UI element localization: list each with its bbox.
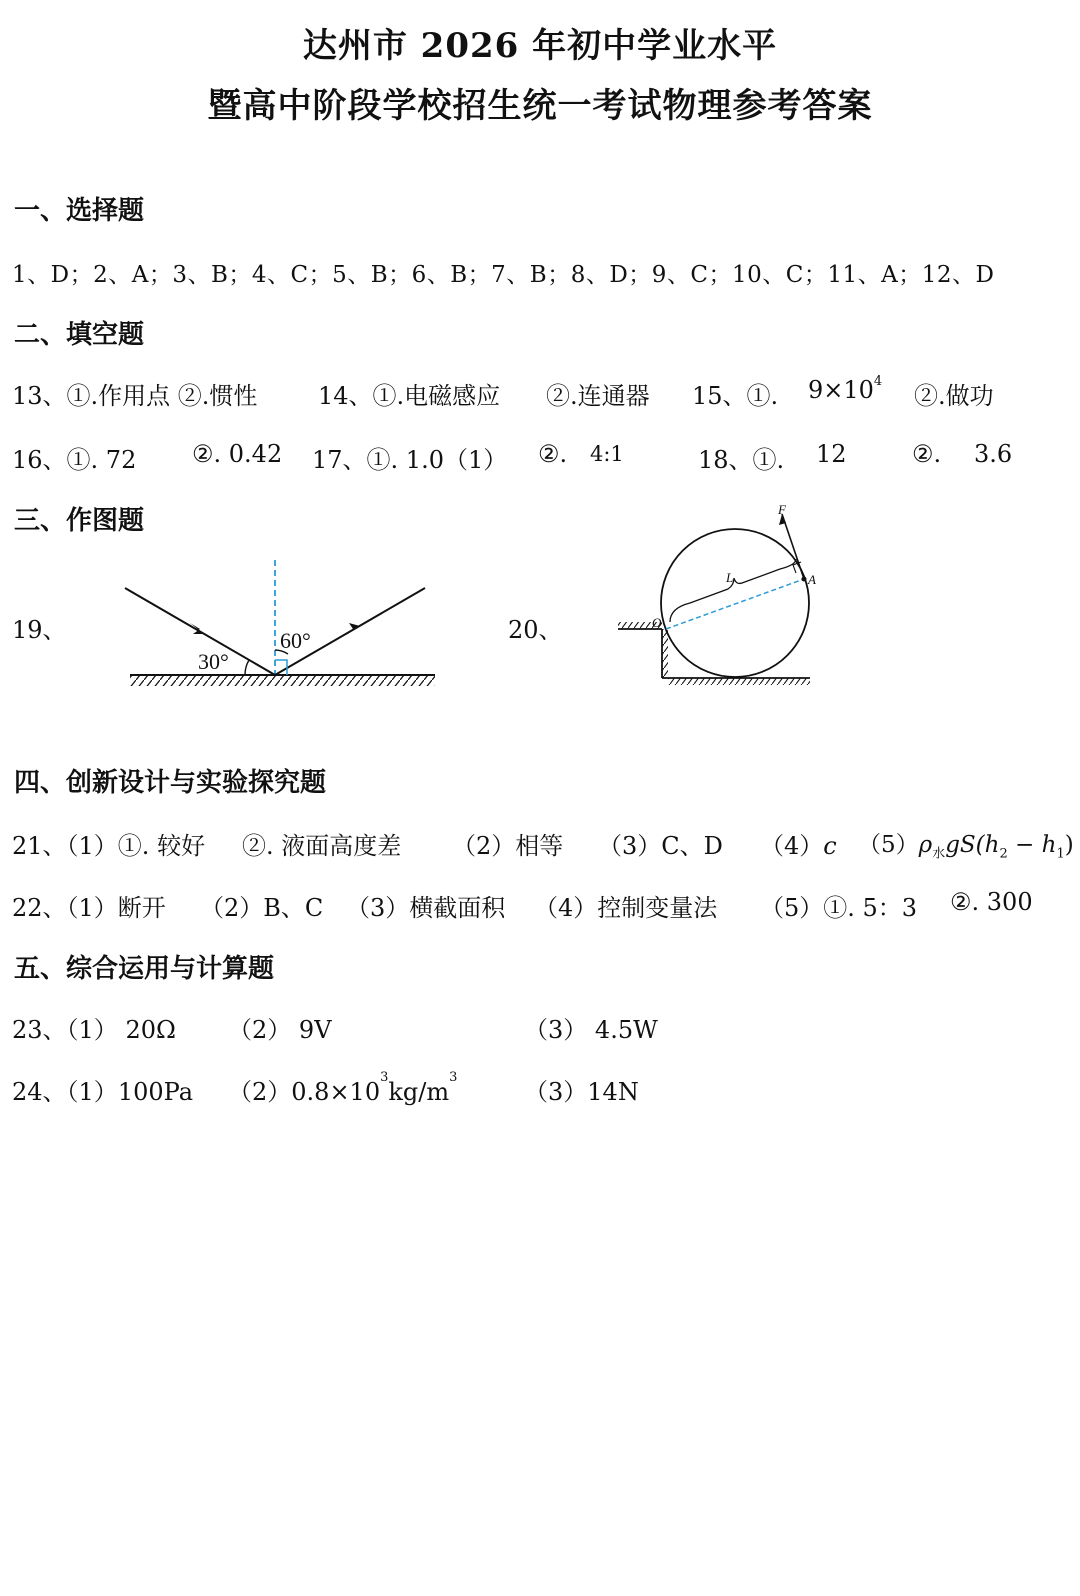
answer-q15b: ②.做功 [914, 382, 994, 410]
label-q20: 20、 [508, 616, 563, 644]
reflection-diagram [120, 550, 450, 690]
answer-q15-value: $9\times 10^4$ [808, 374, 883, 404]
answer-q18b: ②. [912, 440, 942, 468]
section-heading-fill: 二、填空题 [14, 320, 145, 350]
answer-q23-part2: （2） 9V [228, 1016, 332, 1044]
force-arrow [782, 514, 804, 579]
section-heading-drawing: 三、作图题 [14, 506, 145, 536]
answer-q23-part3: （3） 4.5W [524, 1016, 658, 1044]
answer-q16b: ②. 0.42 [192, 440, 283, 468]
page-title-line1: 达州市 2026 年初中学业水平 [302, 26, 778, 66]
answer-q18b-value: 3.6 [974, 440, 1013, 468]
step-wall-hatching [662, 629, 668, 678]
ground-hatching [668, 678, 810, 685]
answer-q21-part3: （2）相等 [452, 832, 564, 860]
answer-q18-value: 12 [816, 440, 847, 468]
label-l: L [726, 570, 734, 585]
label-a: A [808, 572, 816, 587]
answer-q21-part5: （4）c [760, 832, 837, 860]
choice-answers: 1、D；2、A；3、B；4、C；5、B；6、B；7、B；8、D；9、C；10、C；11、A；12、D [12, 262, 995, 288]
answer-q21-part1: 21、（1）①. 较好 [12, 832, 206, 860]
label-o: O [652, 615, 662, 630]
angle-label-30: 30° [198, 649, 229, 674]
reflected-arrow-icon [346, 623, 360, 635]
answer-q21-part6-formula: $(5)\rho_水gS(h_2 - h_1)$ [858, 832, 1074, 862]
answer-q23-part1: 23、（1） 20Ω [12, 1016, 176, 1044]
right-angle-mark [275, 660, 287, 675]
answer-q17-value: 4:1 [590, 442, 624, 466]
answer-q13: 13、①.作用点 ②.惯性 [12, 382, 258, 410]
answer-q22-part4: （4）控制变量法 [534, 894, 718, 922]
section-heading-calculation: 五、综合运用与计算题 [14, 954, 275, 984]
page-title-line2: 暨高中阶段学校招生统一考试物理参考答案 [207, 86, 873, 126]
answer-q14b: ②.连通器 [546, 382, 650, 410]
answer-q22-part6: ②. 300 [950, 888, 1033, 916]
answer-q15: 15、①. [692, 382, 779, 410]
length-brace [670, 559, 796, 622]
section-heading-choice: 一、选择题 [14, 196, 145, 226]
mirror-hatching [130, 676, 435, 686]
answer-q17b: ②. [538, 440, 568, 468]
answer-q24-part1: 24、（1）100Pa [12, 1078, 193, 1106]
answer-q24-part2: $(2)0.8\times 10^3kg/m^3$ [228, 1070, 458, 1106]
angle-label-60: 60° [280, 628, 311, 653]
label-q19: 19、 [12, 616, 67, 644]
answer-q22-part1: 22、（1）断开 [12, 894, 166, 922]
answer-q24-part3: （3）14N [524, 1078, 639, 1106]
answer-q21-part2: ②. 液面高度差 [242, 832, 402, 860]
lever-circle-diagram [610, 500, 830, 690]
answer-q18: 18、①. [698, 446, 785, 474]
answer-q14: 14、①.电磁感应 [318, 382, 501, 410]
answer-q22-part3: （3）横截面积 [346, 894, 506, 922]
answer-q17: 17、①. 1.0（1） [312, 446, 508, 474]
answer-q21-part4: （3）C、D [598, 832, 723, 860]
label-f: F [778, 502, 786, 517]
section-heading-experiment: 四、创新设计与实验探究题 [14, 768, 327, 798]
wheel-circle [661, 529, 809, 677]
point-a-dot [802, 577, 807, 582]
answer-q22-part2: （2）B、C [200, 894, 324, 922]
angle-arc-30 [245, 660, 249, 675]
answer-q22-part5: （5）①. 5：3 [760, 894, 918, 922]
answer-q16: 16、①. 72 [12, 446, 137, 474]
